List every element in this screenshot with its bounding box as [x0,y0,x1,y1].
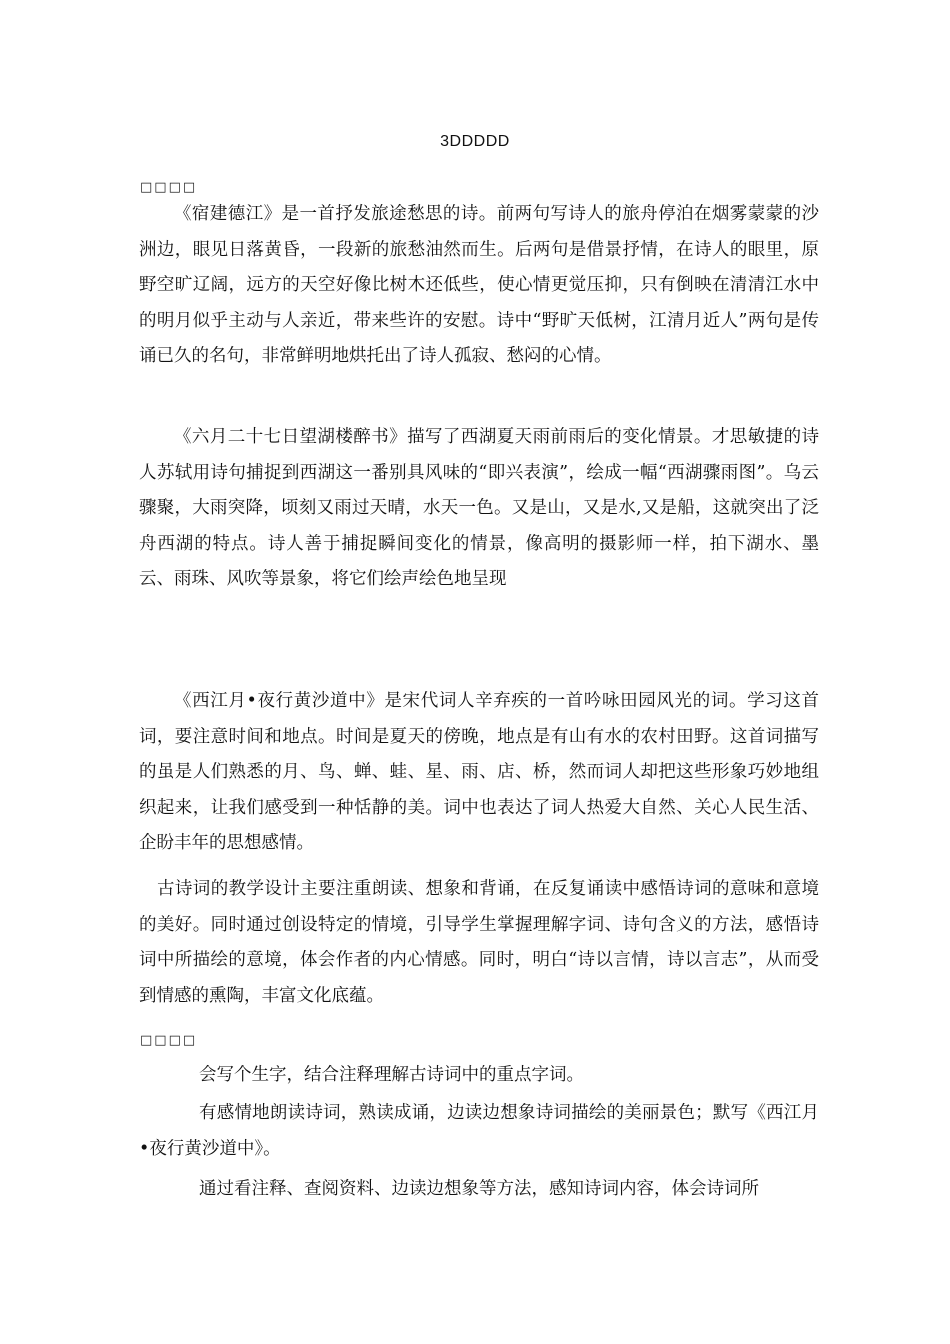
objective-item-1: 会写个生字，结合注释理解古诗词中的重点字词。 [199,1065,584,1085]
section-heading-1: □□□□ [140,180,198,195]
objective-item-2: 有感情地朗读诗词，熟读成诵，边读边想象诗词描绘的美丽景色；默写《西江月•夜行黄沙道中》。 [139,1103,819,1159]
document-title: 3DDDDD [440,133,510,150]
paragraph-suji-dejiang: 《宿建德江》是一首抒发旅途愁思的诗。前两句写诗人的旅舟停泊在烟雾蒙蒙的沙洲边，眼见日落黄昏，一段新的旅愁油然而生。后两句是借景抒情，在诗人的眼里，原野空旷辽阔，远方的天空好像比树木还低些，使心情更觉压抑，只有倒映在清清江水中的明月似乎主动与人亲近，带来些许的安慰。诗中“野旷天低树，江清月近人”两句是传诵已久的名句，非常鲜明地烘托出了诗人孤寂、愁闷的心情。 [139,204,819,366]
paragraph-teaching-design: 古诗词的教学设计主要注重朗读、想象和背诵，在反复诵读中感悟诗词的意味和意境的美好。同时通过创设特定的情境，引导学生掌握理解字词、诗句含义的方法，感悟诗词中所描绘的意境，体会作者的内心情感。同时，明白“诗以言情，诗以言志”，从而受到情感的熏陶，丰富文化底蕴。 [139,879,819,1006]
paragraph-wanghulou: 《六月二十七日望湖楼醉书》描写了西湖夏天雨前雨后的变化情景。才思敏捷的诗人苏轼用诗句捕捉到西湖这一番别具风味的“即兴表演”，绘成一幅“西湖骤雨图”。乌云骤聚，大雨突降，顷刻又雨过天晴，水天一色。又是山，又是水,又是船，这就突出了泛舟西湖的特点。诗人善于捕捉瞬间变化的情景，像高明的摄影师一样，拍下湖水、墨云、雨珠、风吹等景象，将它们绘声绘色地呈现 [139,427,819,589]
section-heading-2: □□□□ [140,1033,198,1048]
objective-item-3: 通过看注释、查阅资料、边读边想象等方法，感知诗词内容，体会诗词所 [199,1179,759,1199]
paragraph-xijiangyue: 《西江月•夜行黄沙道中》是宋代词人辛弃疾的一首吟咏田园风光的词。学习这首词，要注意时间和地点。时间是夏天的傍晚，地点是有山有水的农村田野。这首词描写的虽是人们熟悉的月、鸟、蝉、蛙、星、雨、店、桥，然而词人却把这些形象巧妙地组织起来，让我们感受到一种恬静的美。词中也表达了词人热爱大自然、关心人民生活、企盼丰年的思想感情。 [139,691,819,853]
